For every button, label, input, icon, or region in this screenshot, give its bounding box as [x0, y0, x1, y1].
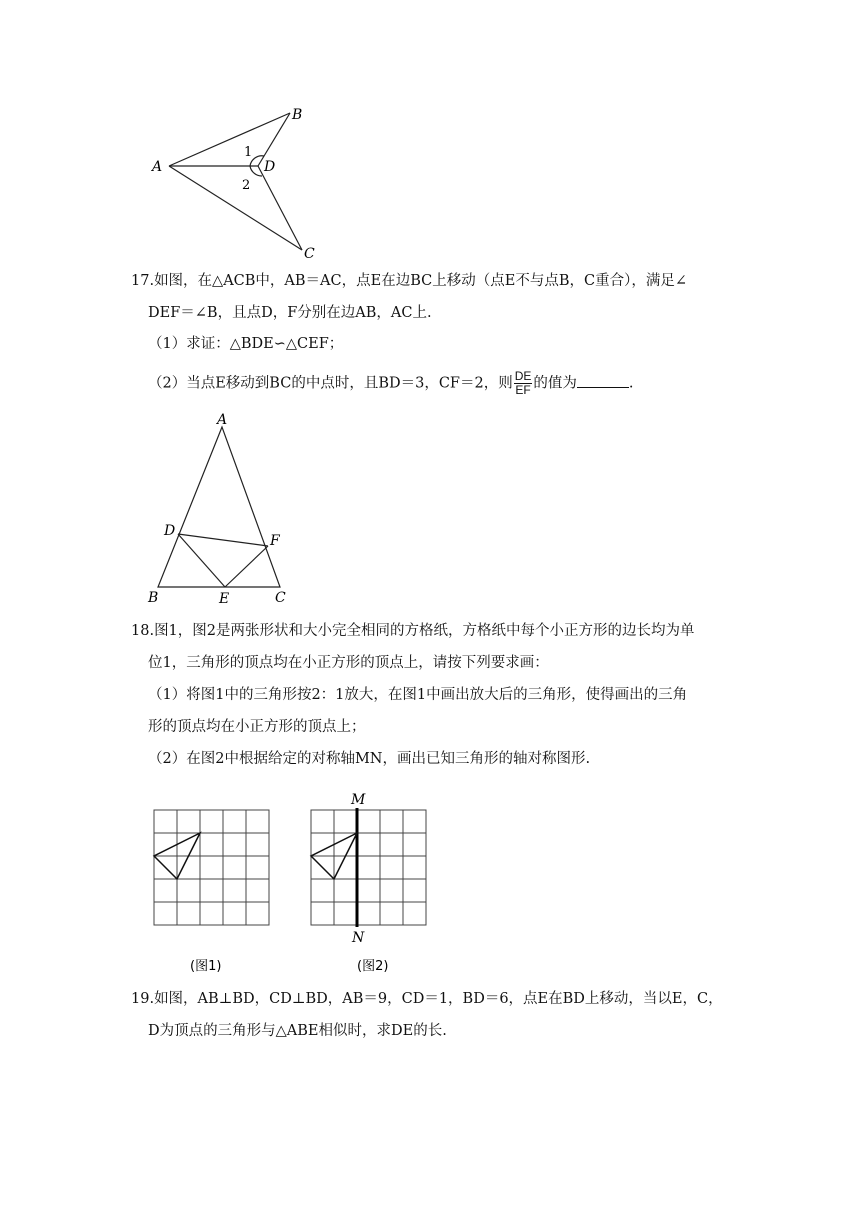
figure-angle-abcd — [140, 100, 340, 265]
grid1-caption: (图1) — [190, 959, 222, 974]
q17-text1: 如图，在△ACB中，AB＝AC，点E在边BC上移动（点E不与点B，C重合），满足∠ — [154, 273, 687, 289]
q18-part2: （2）在图2中根据给定的对称轴MN，画出已知三角形的轴对称图形. — [148, 751, 591, 767]
q18-line2: 位1，三角形的顶点均在小正方形的顶点上，请按下列要求画： — [148, 655, 549, 671]
q17-line2: DEF＝∠B，且点D，F分别在边AB，AC上. — [148, 305, 432, 321]
label-d: D — [264, 159, 276, 175]
label-b: B — [148, 590, 159, 606]
angle-label-1: 1 — [244, 145, 253, 160]
q18-part1b: 形的顶点均在小正方形的顶点上； — [148, 719, 366, 735]
q19-line2: D为顶点的三角形与△ABE相似时，求DE的长. — [148, 1023, 447, 1039]
q17-part2 — [148, 370, 634, 397]
q19-number: 19. — [131, 991, 155, 1007]
fraction-numerator: DE — [514, 369, 532, 383]
q18-text1: 图1，图2是两张形状和大小完全相同的方格纸，方格纸中每个小正方形的边长均为单 — [154, 623, 695, 639]
q17-part2-after: 的值为 — [533, 375, 577, 392]
grid-figure-2 — [305, 790, 435, 978]
label-n: N — [352, 930, 365, 946]
q17-part2-before: （2）当点E移动到BC的中点时，且BD＝3，CF＝2，则 — [148, 375, 513, 392]
label-f: F — [270, 533, 280, 549]
figure-triangle-acb — [140, 410, 300, 610]
q19-text1: 如图，AB⊥BD，CD⊥BD，AB＝9，CD＝1，BD＝6，点E在BD上移动，当以E，C， — [154, 991, 723, 1007]
grid2-caption: (图2) — [357, 959, 389, 974]
angle-label-2: 2 — [242, 178, 251, 193]
answer-blank[interactable] — [577, 373, 629, 388]
q18-number: 18. — [131, 623, 155, 639]
label-c: C — [304, 246, 315, 262]
label-d: D — [164, 523, 176, 539]
q17-part1: （1）求证：△BDE∽△CEF； — [148, 336, 344, 352]
q18-part1a: （1）将图1中的三角形按2：1放大，在图1中画出放大后的三角形，使得画出的三角 — [148, 687, 688, 703]
q17-number: 17. — [131, 273, 155, 289]
fraction-denominator: EF — [515, 383, 531, 397]
label-a: A — [217, 412, 228, 428]
label-m: M — [351, 792, 366, 808]
q17-part2-end: . — [628, 375, 634, 392]
label-a: A — [152, 159, 163, 175]
q17-line1 — [131, 271, 687, 291]
fraction-de-ef — [514, 370, 533, 397]
q18-line1 — [131, 621, 695, 641]
label-e: E — [219, 591, 230, 607]
label-c: C — [275, 590, 286, 606]
label-b: B — [292, 107, 303, 123]
q19-line1 — [131, 989, 723, 1009]
grid-figure-1 — [148, 800, 278, 978]
